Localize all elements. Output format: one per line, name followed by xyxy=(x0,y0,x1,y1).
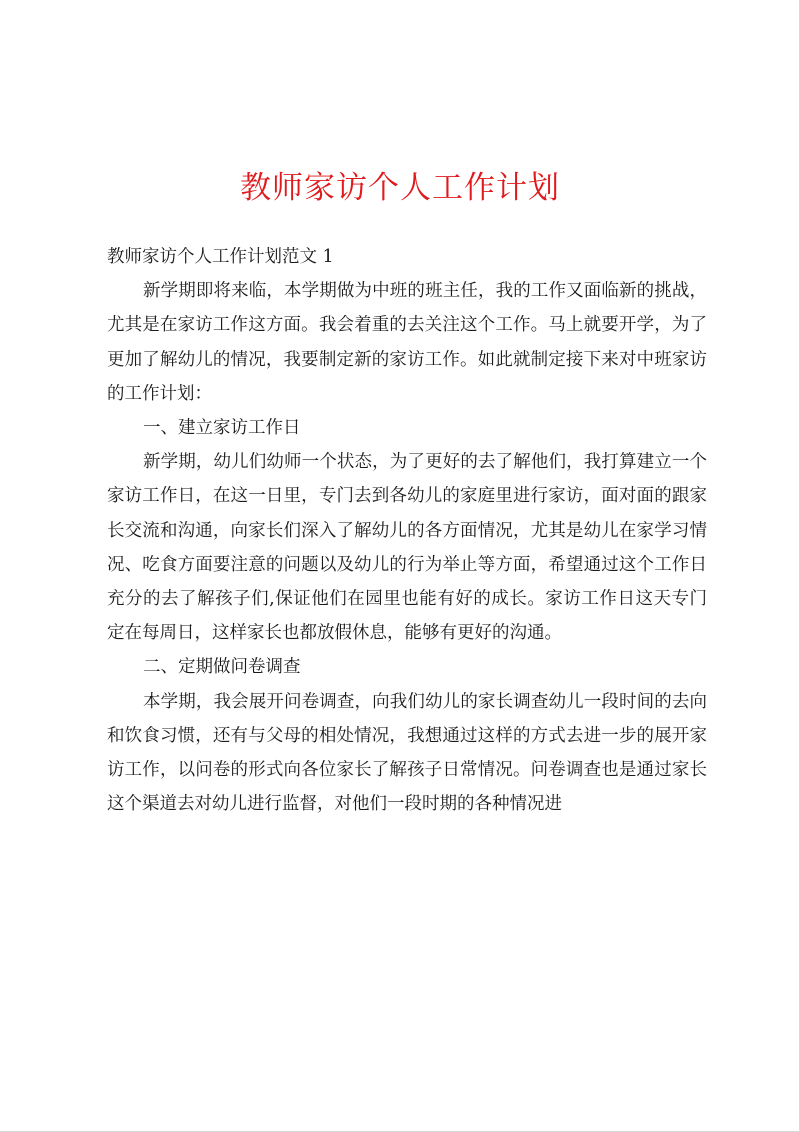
section-heading-1: 一、建立家访工作日 xyxy=(143,418,301,439)
document-subtitle: 教师家访个人工作计划范文 1 xyxy=(107,247,334,267)
paragraph-intro: 新学期即将来临，本学期做为中班的班主任，我的工作又面临新的挑战，尤其是在家访工作这方面。我会着重的去关注这个工作。马上就要开学，为了更加了解幼儿的情况，我要制定新的家访工作。如此就制定接下来对中班家访的工作计划： xyxy=(107,281,707,404)
paragraph-section-1: 新学期，幼儿们幼师一个状态，为了更好的去了解他们，我打算建立一个家访工作日，在这一日里，专门去到各幼儿的家庭里进行家访，面对面的跟家长交流和沟通，向家长们深入了解幼儿的各方面情况，尤其是幼儿在家学习情况、吃食方面要注意的问题以及幼儿的行为举止等方面，希望通过这个工作日充分的去了解孩子们,保证他们在园里也能有好的成长。家访工作日这天专门定在每周日，这样家长也都放假休息，能够有更好的沟通。 xyxy=(107,452,707,644)
paragraph-section-2: 本学期，我会展开问卷调查，向我们幼儿的家长调查幼儿一段时间的去向和饮食习惯，还有与父母的相处情况，我想通过这样的方式去进一步的展开家访工作，以问卷的形式向各位家长了解孩子日常情况。问卷调查也是通过家长这个渠道去对幼儿进行监督，对他们一段时期的各种情况进 xyxy=(107,691,707,815)
section-heading-2: 二、定期做问卷调查 xyxy=(143,657,301,678)
document-title: 教师家访个人工作计划 xyxy=(240,170,560,206)
document-body xyxy=(107,240,707,821)
